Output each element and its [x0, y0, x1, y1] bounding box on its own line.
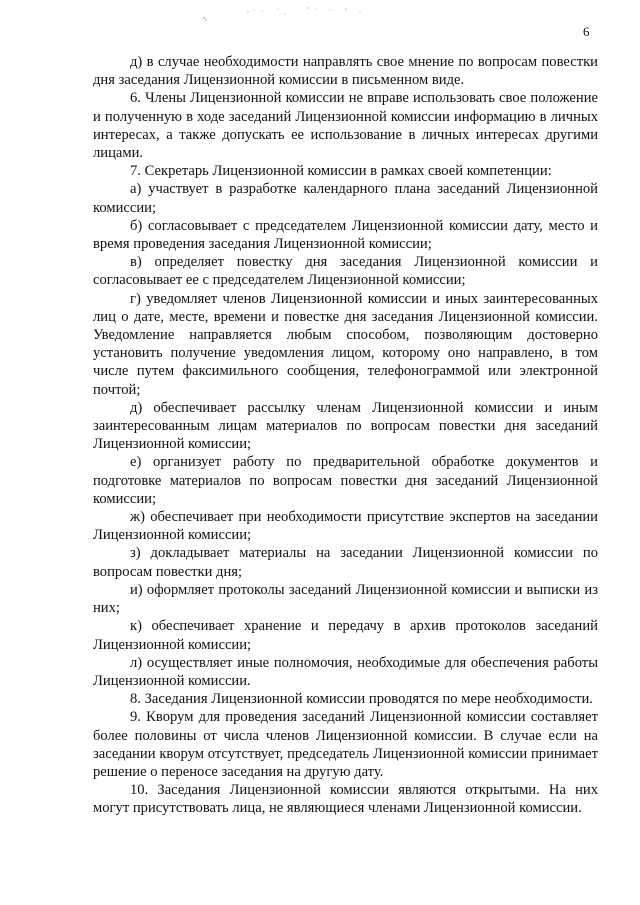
list-item-z: з) докладывает материалы на заседании Лицензионной комиссии по вопросам повестки дня; [93, 545, 598, 580]
scan-artifact-marks [190, 0, 390, 30]
paragraph-d-opinion: д) в случае необходимости направлять свое мнение по вопросам повестки дня заседания Лицензионной комиссии в письменном виде. [93, 54, 598, 89]
paragraph-7-secretary-duties: 7. Секретарь Лицензионной комиссии в рамках своей компетенции: [130, 163, 552, 180]
list-item-zh: ж) обеспечивает при необходимости присутствие экспертов на заседании Лицензионной комиссии; [93, 509, 598, 544]
paragraph-8-meetings: 8. Заседания Лицензионной комиссии проводятся по мере необходимости. [130, 691, 593, 708]
list-item-i: и) оформляет протоколы заседаний Лицензионной комиссии и выписки из них; [93, 581, 598, 617]
list-item-v: в) определяет повестку дня заседания Лицензионной комиссии и согласовывает ее с председателем Лицензионной комиссии; [93, 254, 598, 289]
list-item-e: е) организует работу по предварительной обработке документов и подготовке материалов по вопросам повестки дня заседаний Лицензионной комиссии; [93, 454, 598, 507]
list-item-k: к) обеспечивает хранение и передачу в архив протоколов заседаний Лицензионной комиссии; [93, 618, 598, 653]
list-item-a: а) участвует в разработке календарного плана заседаний Лицензионной комиссии; [93, 181, 598, 216]
paragraph-10-open-meetings: 10. Заседания Лицензионной комиссии являются открытыми. На них могут присутствовать лица, не являющиеся членами Лицензионной комиссии. [93, 782, 598, 817]
page-number: 6 [583, 24, 590, 39]
paragraph-9-quorum: 9. Кворум для проведения заседаний Лицензионной комиссии составляет более половины от числа членов Лицензионной комиссии. В случае если на заседании кворум отсутствует, председатель Лицензионной комиссии принимает решение о переносе заседания на другую дату. [93, 709, 598, 780]
document-body [93, 53, 598, 818]
list-item-d: д) обеспечивает рассылку членам Лицензионной комиссии и иным заинтересованным лицам материалов по вопросам повестки дня заседаний Лицензионной комиссии; [93, 399, 598, 453]
list-item-l: л) осуществляет иные полномочия, необходимые для обеспечения работы Лицензионной комиссии. [93, 654, 598, 689]
list-item-b: б) согласовывает с председателем Лицензионной комиссии дату, место и время проведения заседания Лицензионной комиссии; [93, 217, 598, 253]
list-item-g: г) уведомляет членов Лицензионной комиссии и иных заинтересованных лиц о дате, месте, времени и повестке дня заседания Лицензионной комиссии. Уведомление направляется любым способом, позволяющим достоверно установить получение уведомления лицом, которому оно направлено, в том числе путем факсимильного сообщения, телефонограммой или электронной почтой; [93, 290, 598, 398]
paragraph-6-members-restrictions: 6. Члены Лицензионной комиссии не вправе использовать свое положение и полученную в ходе заседаний Лицензионной комиссии информацию в личных интересах, а также допускать ее использование в личных интересах другими лицами. [93, 90, 598, 162]
